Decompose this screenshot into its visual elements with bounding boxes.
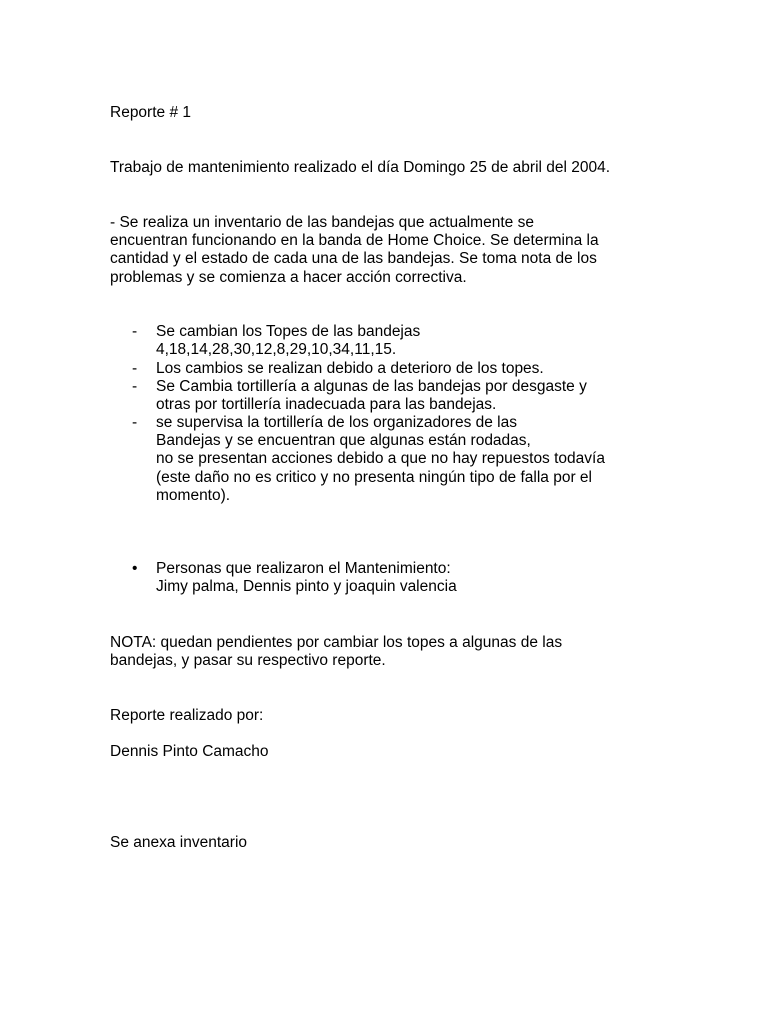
paragraph-line: problemas y se comienza a hacer acción correctiva. <box>110 268 467 286</box>
list-item <box>0 360 768 379</box>
bullet-marker: • <box>132 560 138 577</box>
bullet-item-text: Personas que realizaron el Mantenimiento: Jimy palma, Dennis pinto y joaquin valencia <box>156 560 457 596</box>
paragraph-line: encuentran funcionando en la banda de Home Choice. Se determina la <box>110 232 599 250</box>
list-item <box>0 323 768 360</box>
bullet-list-item <box>0 560 768 597</box>
intro-line: Trabajo de mantenimiento realizado el día Domingo 25 de abril del 2004. <box>110 159 611 176</box>
dash-marker: - <box>132 360 138 377</box>
signature-label: Reporte realizado por: <box>110 707 264 724</box>
note-line: NOTA: quedan pendientes por cambiar los topes a algunas de las <box>110 634 563 651</box>
list-item <box>0 414 768 506</box>
inventory-paragraph <box>110 214 599 287</box>
paragraph-line: - Se realiza un inventario de las bandejas que actualmente se <box>110 214 534 231</box>
list-item-text: Los cambios se realizan debido a deterioro de los topes. <box>156 360 544 377</box>
report-title: Reporte # 1 <box>110 104 191 121</box>
dash-marker: - <box>132 414 138 431</box>
list-item-text: Se cambian los Topes de las bandejas 4,18,14,28,30,12,8,29,10,34,11,15. <box>156 323 421 359</box>
signature-name: Dennis Pinto Camacho <box>110 743 269 760</box>
note-line: bandejas, y pasar su respectivo reporte. <box>110 652 386 670</box>
list-item-text: Se Cambia tortillería a algunas de las bandejas por desgaste y otras por tortillería inadecuada para las bandejas. <box>156 378 587 414</box>
note-paragraph <box>110 634 562 670</box>
dash-marker: - <box>132 323 138 340</box>
annex-note: Se anexa inventario <box>110 834 248 851</box>
list-item <box>0 378 768 415</box>
list-item-text: se supervisa la tortillería de los organizadores de las Bandejas y se encuentran que algunas están rodadas, no se presentan acciones debido a que no hay repuestos todavía (este daño no es critico y no presenta ningún tipo de falla por el momento). <box>156 414 605 504</box>
dash-marker: - <box>132 378 138 395</box>
paragraph-line: cantidad y el estado de cada una de las bandejas. Se toma nota de los <box>110 250 597 268</box>
